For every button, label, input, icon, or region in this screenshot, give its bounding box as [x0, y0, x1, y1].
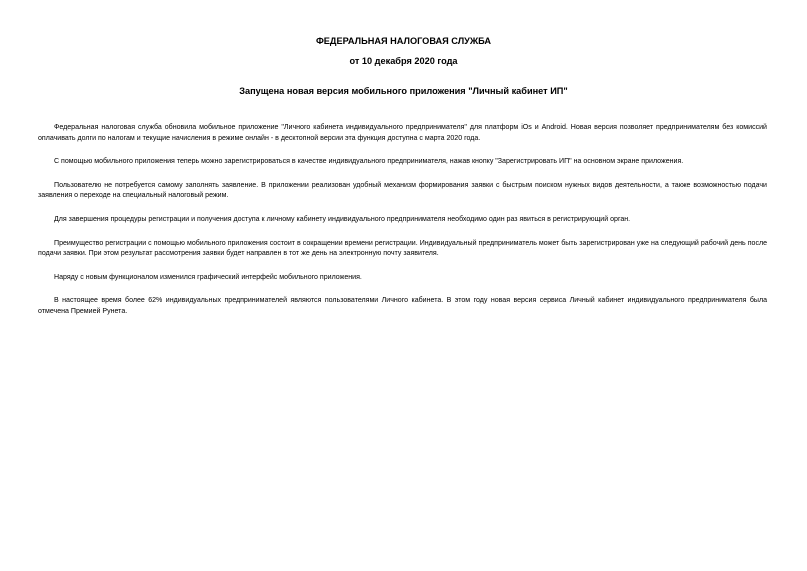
paragraph: Наряду с новым функционалом изменился графический интерфейс мобильного приложения.: [54, 273, 362, 281]
paragraph: Преимущество регистрации с помощью мобильного приложения состоит в сокращении времени регистрации. Индивидуальный предприниматель может быть зарегистрирован уже на следующий рабочий день после подачи заявки. При этом результат рассмотрения заявки будет направлен в тот же день на электронную почту заявителя.: [38, 239, 767, 258]
document-body: [38, 123, 767, 331]
paragraph: Пользователю не потребуется самому заполнять заявление. В приложении реализован удобный механизм формирования заявки с быстрым поиском нужных видов деятельности, а также возможностью подачи заявления о переходе на специальный налоговый режим.: [38, 181, 767, 200]
paragraph: С помощью мобильного приложения теперь можно зарегистрироваться в качестве индивидуального предпринимателя, нажав кнопку "Зарегистрировать ИП" на основном экране приложения.: [54, 158, 684, 166]
paragraph: Для завершения процедуры регистрации и получения доступа к личному кабинету индивидуального предпринимателя необходимо один раз явиться в регистрирующий орган.: [54, 215, 631, 223]
document-title: Запущена новая версия мобильного приложения "Личный кабинет ИП": [239, 86, 568, 96]
paragraph: В настоящее время более 62% индивидуальных предпринимателей являются пользователями Личного кабинета. В этом году новая версия сервиса Личный кабинет индивидуального предпринимателя была отмечена Премией Рунета.: [38, 297, 767, 315]
agency-name: ФЕДЕРАЛЬНАЯ НАЛОГОВАЯ СЛУЖБА: [315, 36, 492, 46]
document-date: от 10 декабря 2020 года: [349, 56, 458, 66]
paragraph: Федеральная налоговая служба обновила мобильное приложение "Личного кабинета индивидуального предпринимателя" для платформ iOs и Android. Новая версия позволяет предпринимателям без комиссий оплачивать долги по налогам и текущие начисления в режиме онлайн - в десктопной версии эта функция доступна с марта 2020 года.: [38, 124, 767, 142]
